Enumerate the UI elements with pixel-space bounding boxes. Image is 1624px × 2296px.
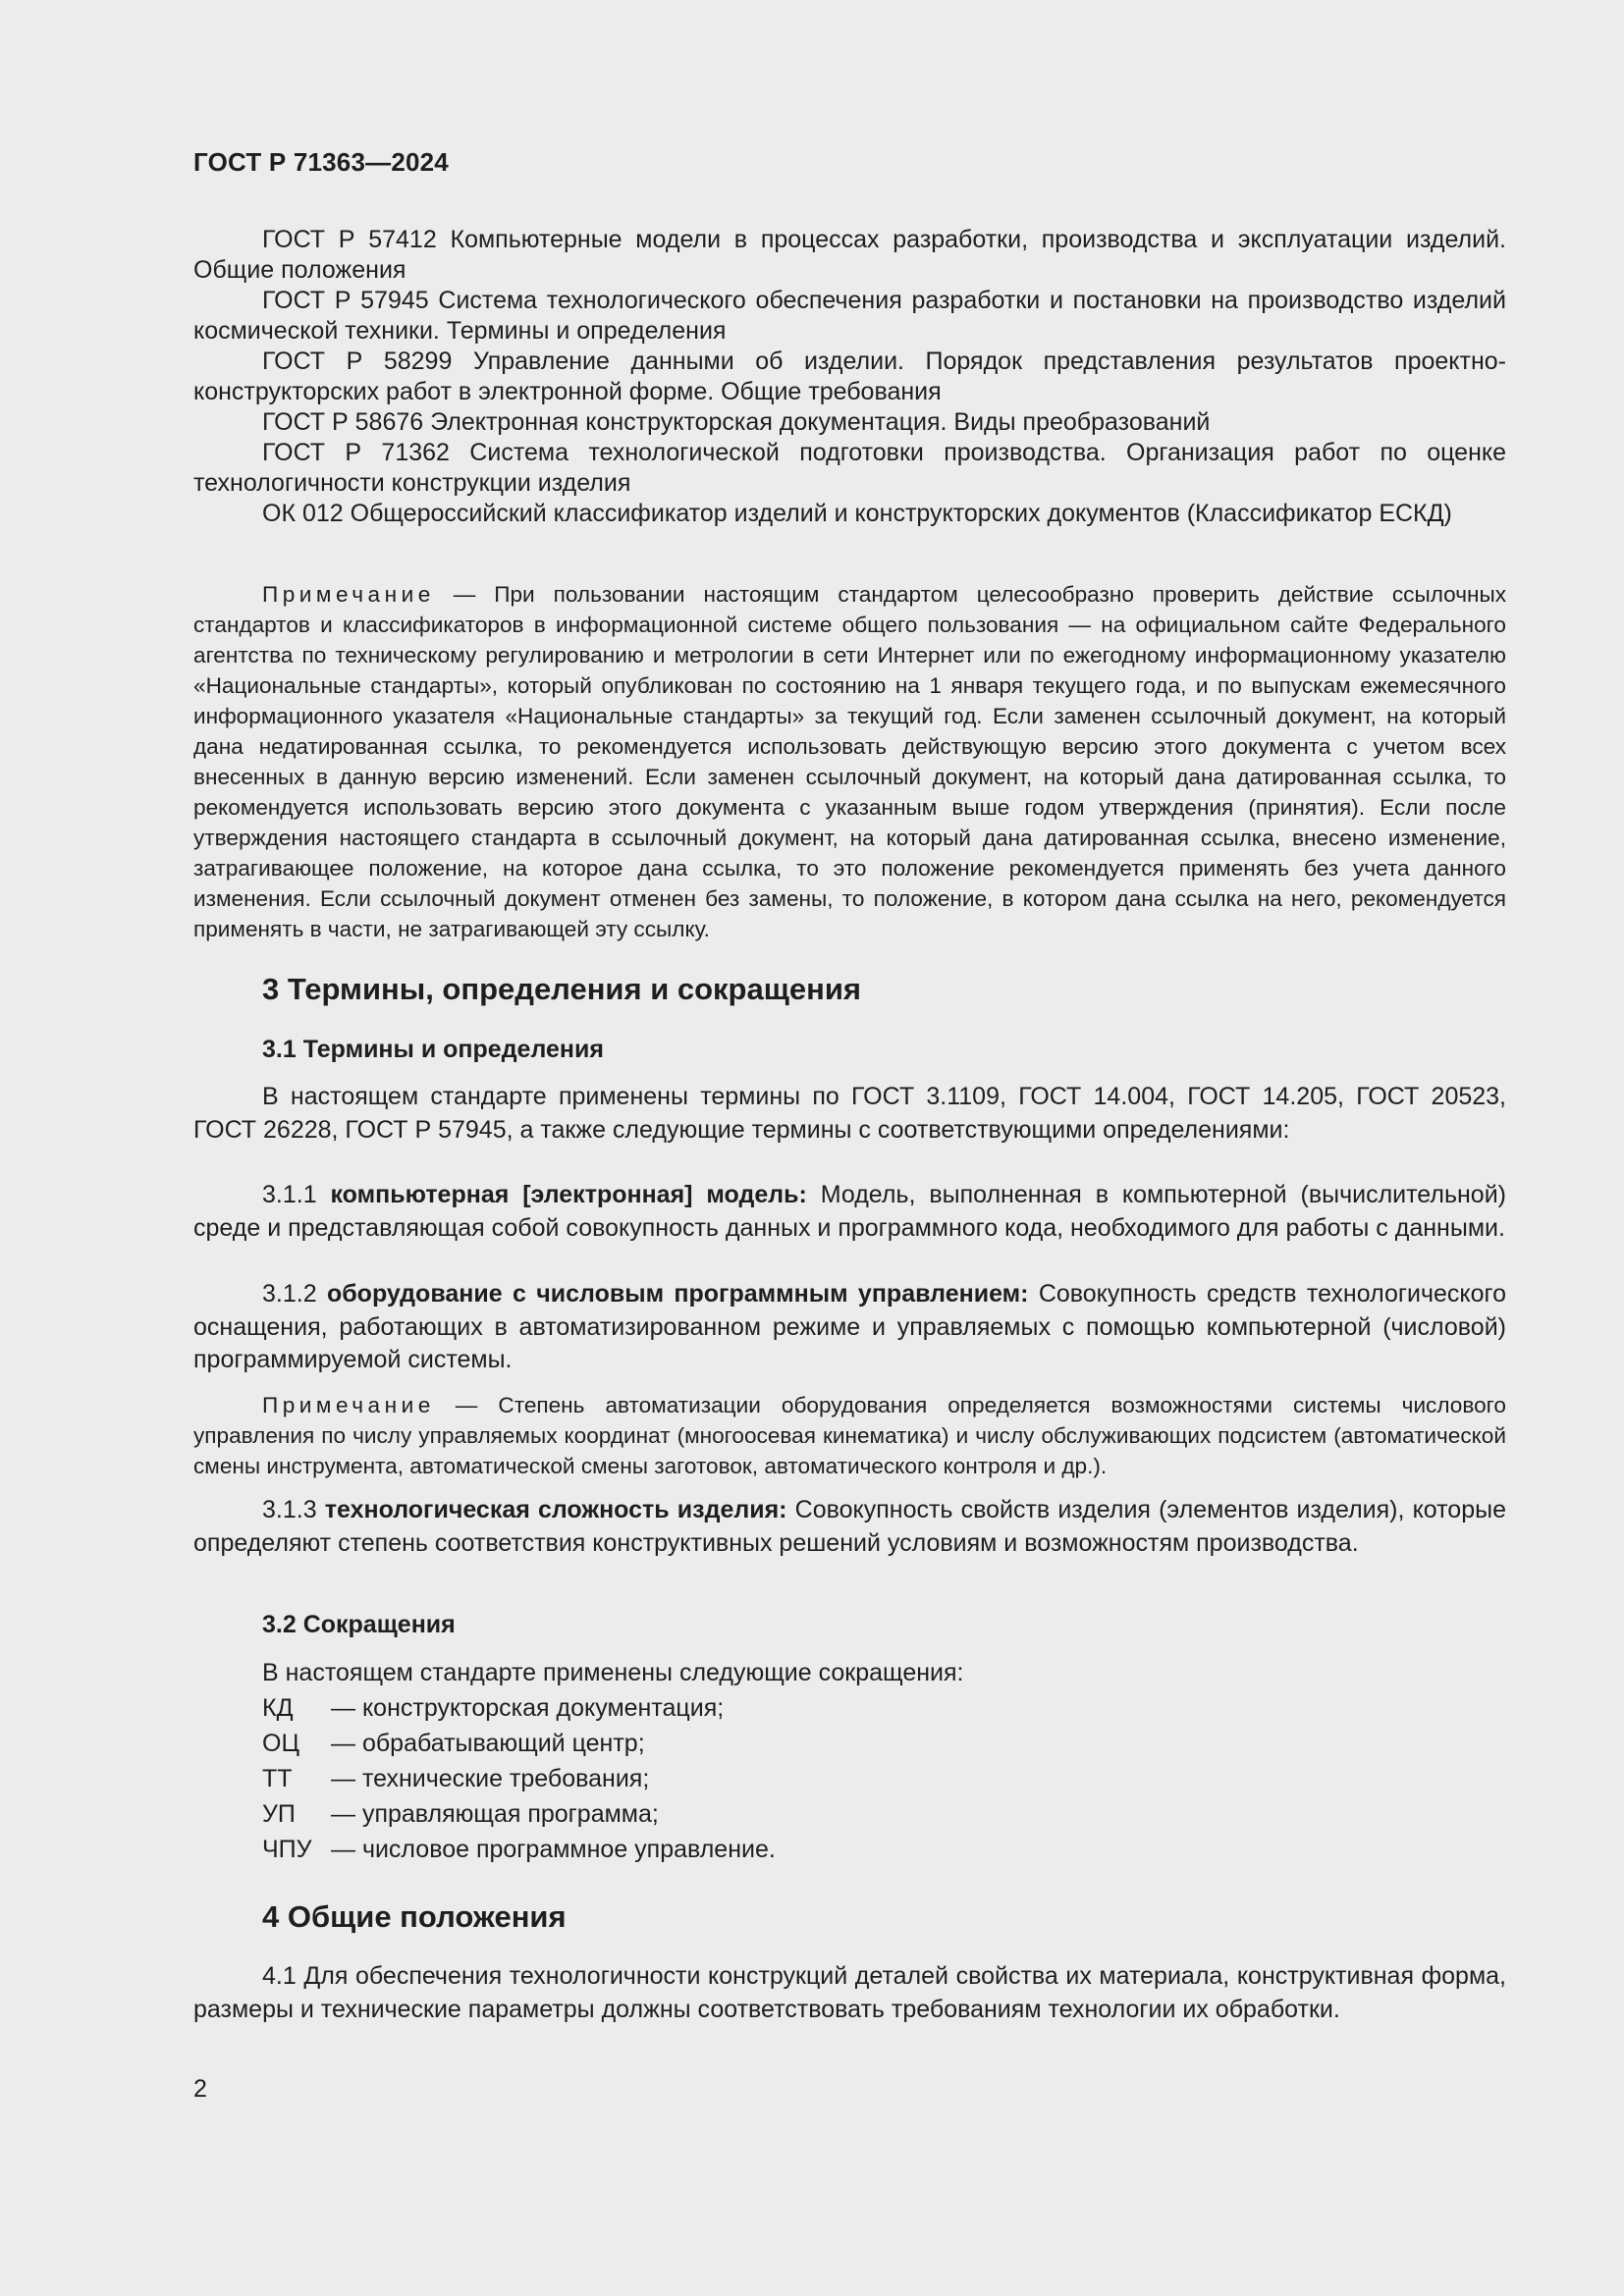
section-3-title: 3 Термины, определения и сокращения (262, 972, 861, 1006)
note-label: Примечание (262, 1393, 435, 1417)
abbreviation-item: ТТ — технические требования; (262, 1764, 650, 1792)
abbreviation-item: ЧПУ — числовое программное управление. (262, 1835, 776, 1863)
page-number: 2 (193, 2075, 207, 2103)
term-3-1-3: 3.1.3 технологическая сложность изделия: Совокупность свойств изделия (элементов изделия), которые определяют степень соответствия конструктивных решений условиям и возможностям производства. (193, 1496, 1506, 1557)
section-3-1-title: 3.1 Термины и определения (262, 1036, 604, 1063)
abbreviation-item: КД — конструкторская документация; (262, 1693, 725, 1722)
abbreviations-intro: В настоящем стандарте применены следующие сокращения: (262, 1659, 964, 1686)
section-4-title: 4 Общие положения (262, 1899, 567, 1934)
references-note: Примечание — При пользовании настоящим стандартом целесообразно проверить действие ссылочных стандартов и классификаторов в информационной системе общего пользования — на официальном сайте Федерального агентства по техническому регулированию и метрологии в сети Интернет или по ежегодному информационному указателю «Национальные стандарты», который опубликован по состоянию на 1 января текущего года, и по выпускам ежемесячного информационного указателя «Национальные стандарты» за текущий год. Если заменен ссылочный документ, на который дана недатированная ссылка, то рекомендуется использовать действующую версию этого документа с учетом всех внесенных в данную версию изменений. Если заменен ссылочный документ, на который дана датированная ссылка, то рекомендуется использовать версию этого документа с указанным выше годом утверждения (принятия). Если после утверждения настоящего стандарта в ссылочный документ, на который дана датированная ссылка, внесено изменение, затрагивающее положение, на которое дана ссылка, то это положение рекомендуется применять без учета данного изменения. Если ссылочный документ отменен без замены, то положение, в котором дана ссылка на него, рекомендуется применять в части, не затрагивающей эту ссылку. (193, 582, 1506, 941)
equipment-note: Примечание — Степень автоматизации оборудования определяется возможностями системы числового управления по числу управляемых координат (многоосевая кинематика) и числу обслуживающих подсистем (автоматической смены инструмента, автоматической смены заготовок, автоматического контроля и др.). (193, 1393, 1506, 1478)
reference-item: ОК 012 Общероссийский классификатор изделий и конструкторских документов (Классификатор ЕСКД) (262, 500, 1452, 527)
normative-references (193, 225, 1506, 529)
abbreviations-block (193, 1657, 1506, 1867)
term-3-1-2: 3.1.2 оборудование с числовым программным управлением: Совокупность средств технологического оснащения, работающих в автоматизированном режиме и управляемых с помощью компьютерной (числовой) программируемой системы. (193, 1280, 1506, 1373)
reference-item: ГОСТ Р 57412 Компьютерные модели в процессах разработки, производства и эксплуатации изделий. Общие положения (193, 226, 1506, 284)
reference-item: ГОСТ Р 58676 Электронная конструкторская документация. Виды преобразований (262, 408, 1211, 436)
abbreviation-item: УП — управляющая программа; (262, 1799, 659, 1828)
term-name: оборудование с числовым программным управлением: (326, 1280, 1029, 1308)
abbreviations-list (193, 1690, 1506, 1867)
note-label: Примечание (262, 582, 435, 607)
section-3-2-title: 3.2 Сокращения (262, 1611, 456, 1638)
terms-intro: В настоящем стандарте применены термины по ГОСТ 3.1109, ГОСТ 14.004, ГОСТ 14.205, ГОСТ 20523, ГОСТ 26228, ГОСТ Р 57945, а также следующие термины с соответствующими определениями: (193, 1083, 1506, 1144)
reference-item: ГОСТ Р 71362 Система технологической подготовки производства. Организация работ по оценке технологичности конструкции изделия (193, 439, 1506, 497)
reference-item: ГОСТ Р 57945 Система технологического обеспечения разработки и постановки на производство изделий космической техники. Термины и определения (193, 287, 1506, 345)
term-name: компьютерная [электронная] модель: (330, 1181, 807, 1208)
reference-item: ГОСТ Р 58299 Управление данными об изделии. Порядок представления результатов проектно-конструкторских работ в электронной форме. Общие требования (193, 347, 1507, 405)
document-header: ГОСТ Р 71363—2024 (193, 147, 449, 177)
term-name: технологическая сложность изделия: (324, 1496, 787, 1523)
paragraph-4-1: 4.1 Для обеспечения технологичности конструкций деталей свойства их материала, конструктивная форма, размеры и технические параметры должны соответствовать требованиям технологии их обработки. (193, 1962, 1506, 2023)
term-3-1-1: 3.1.1 компьютерная [электронная] модель: Модель, выполненная в компьютерной (вычислительной) среде и представляющая собой совокупность данных и программного кода, необходимого для работы с данными. (193, 1181, 1506, 1242)
abbreviation-item: ОЦ — обрабатывающий центр; (262, 1729, 645, 1757)
